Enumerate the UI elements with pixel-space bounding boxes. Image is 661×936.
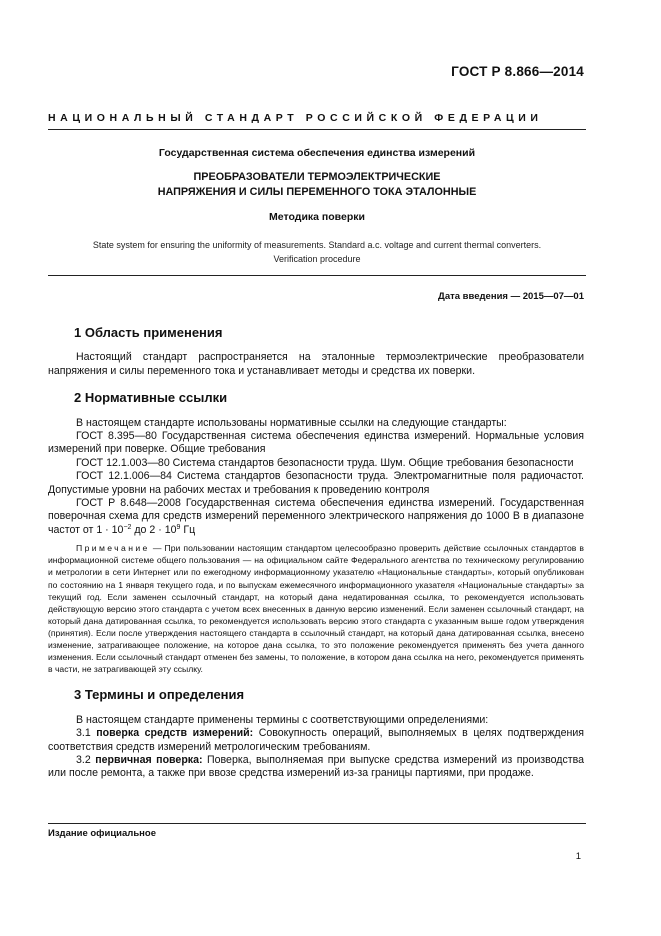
term-definition xyxy=(48,754,584,781)
reference-item xyxy=(48,497,584,537)
exponent: −2 xyxy=(123,523,132,531)
header-rule xyxy=(48,129,586,130)
document-title-line: НАПРЯЖЕНИЯ И СИЛЫ ПЕРЕМЕННОГО ТОКА ЭТАЛОННЫЕ xyxy=(157,186,477,198)
section-heading: 1 Область применения xyxy=(74,325,223,340)
title-rule xyxy=(48,275,586,276)
reference-item: ГОСТ 8.395—80 Государственная система обеспечения единства измерений. Нормальные условия измерений при поверке. Общие требования xyxy=(48,430,584,456)
note-text: — При пользовании настоящим стандартом целесообразно проверить действие ссылочных стандартов в информационной системе общего пользования — на официальном сайте Федерального агентства по техническому регулированию и метрологии в сети Интернет или по ежегодному информационному указателю «Национальные стандарты», который опубликован по состоянию на 1 января текущего года, и по выпускам ежемесячного информационного указателя «Национальные стандарты» за текущий год. Если заменен ссылочный стандарт, на который дана недатированная ссылка, то рекомендуется использовать действующую версию этого стандарта с учетом всех внесенных в данную версию изменений. Если заменен ссылочный стандарт, на который дана датированная ссылка, то рекомендуется использовать версию этого стандарта с указанным выше годом утверждения (принятия). Если после утверждения настоящего стандарта в ссылочный стандарт, на который дана датированная ссылка, внесено изменение, затрагивающее положение, на которое дана ссылка, то это положение рекомендуется применять без учета данного изменения. Если ссылочный стандарт отменен без замены, то положение, в котором дана ссылка на него, рекомендуется применять в части, не затрагивающей эту ссылку. xyxy=(48,543,584,675)
reference-text: ГОСТ Р 8.648—2008 Государственная система обеспечения единства измерений. Государственная поверочная схема для средств измерений переменного электрического напряжения до 1000 В в диапазоне частот от 1 · 10 xyxy=(48,497,584,536)
edition-label: Издание официальное xyxy=(48,828,156,839)
exponent: 9 xyxy=(176,523,181,531)
paragraph: В настоящем стандарте применены термины с соответствующими определениями: xyxy=(76,713,489,726)
term-definition xyxy=(48,727,584,754)
footer-rule xyxy=(48,823,586,824)
reference-item: ГОСТ 12.1.006—84 Система стандартов безопасности труда. Электромагнитные поля радиочастот. Допустимые уровни на рабочих местах и требования к проведению контроля xyxy=(48,470,584,496)
national-standard-banner: НАЦИОНАЛЬНЫЙ СТАНДАРТ РОССИЙСКОЙ ФЕДЕРАЦИИ xyxy=(48,112,543,124)
document-title-line: ПРЕОБРАЗОВАТЕЛИ ТЕРМОЭЛЕКТРИЧЕСКИЕ xyxy=(193,171,441,183)
system-title: Государственная система обеспечения единства измерений xyxy=(158,147,476,159)
document-body xyxy=(48,326,584,781)
note-label: Примечание xyxy=(76,543,150,554)
page-number: 1 xyxy=(575,851,581,862)
introduction-date: Дата введения — 2015—07—01 xyxy=(438,291,584,302)
paragraph: В настоящем стандарте использованы нормативные ссылки на следующие стандарты: xyxy=(76,416,507,429)
note xyxy=(48,542,584,675)
paragraph: Настоящий стандарт распространяется на эталонные термоэлектрические преобразователи напряжения и силы переменного тока и устанавливает методы и средства их поверки. xyxy=(48,351,584,377)
section-heading: 3 Термины и определения xyxy=(74,687,245,703)
reference-text: до 2 · 10 xyxy=(131,523,177,536)
definition: Совокупность операций, выполняемых в целях подтверждения соответствия средств измерений метрологическим требованиям. xyxy=(48,727,584,753)
document-subtitle: Методика поверки xyxy=(269,211,365,223)
english-title-line: State system for ensuring the uniformity of measurements. Standard a.c. voltage and current thermal converters. xyxy=(92,240,542,250)
document-title xyxy=(48,170,586,200)
english-title-line: Verification procedure xyxy=(273,254,361,264)
section-heading: 2 Нормативные ссылки xyxy=(74,390,228,406)
document-number: ГОСТ Р 8.866—2014 xyxy=(451,64,584,79)
reference-text: Гц xyxy=(180,523,196,536)
term-number: 3.2 xyxy=(76,753,96,766)
term: поверка средств измерений: xyxy=(96,727,254,740)
definition: Поверка, выполняемая при выпуске средства измерений из производства или после ремонта, а также при ввозе средства измерений из-за границы партиями, при продаже. xyxy=(48,753,584,780)
reference-item: ГОСТ 12.1.003—80 Система стандартов безопасности труда. Шум. Общие требования безопасности xyxy=(76,456,574,469)
english-title xyxy=(48,238,586,266)
term: первичная поверка: xyxy=(95,753,203,766)
term-number: 3.1 xyxy=(76,727,97,740)
